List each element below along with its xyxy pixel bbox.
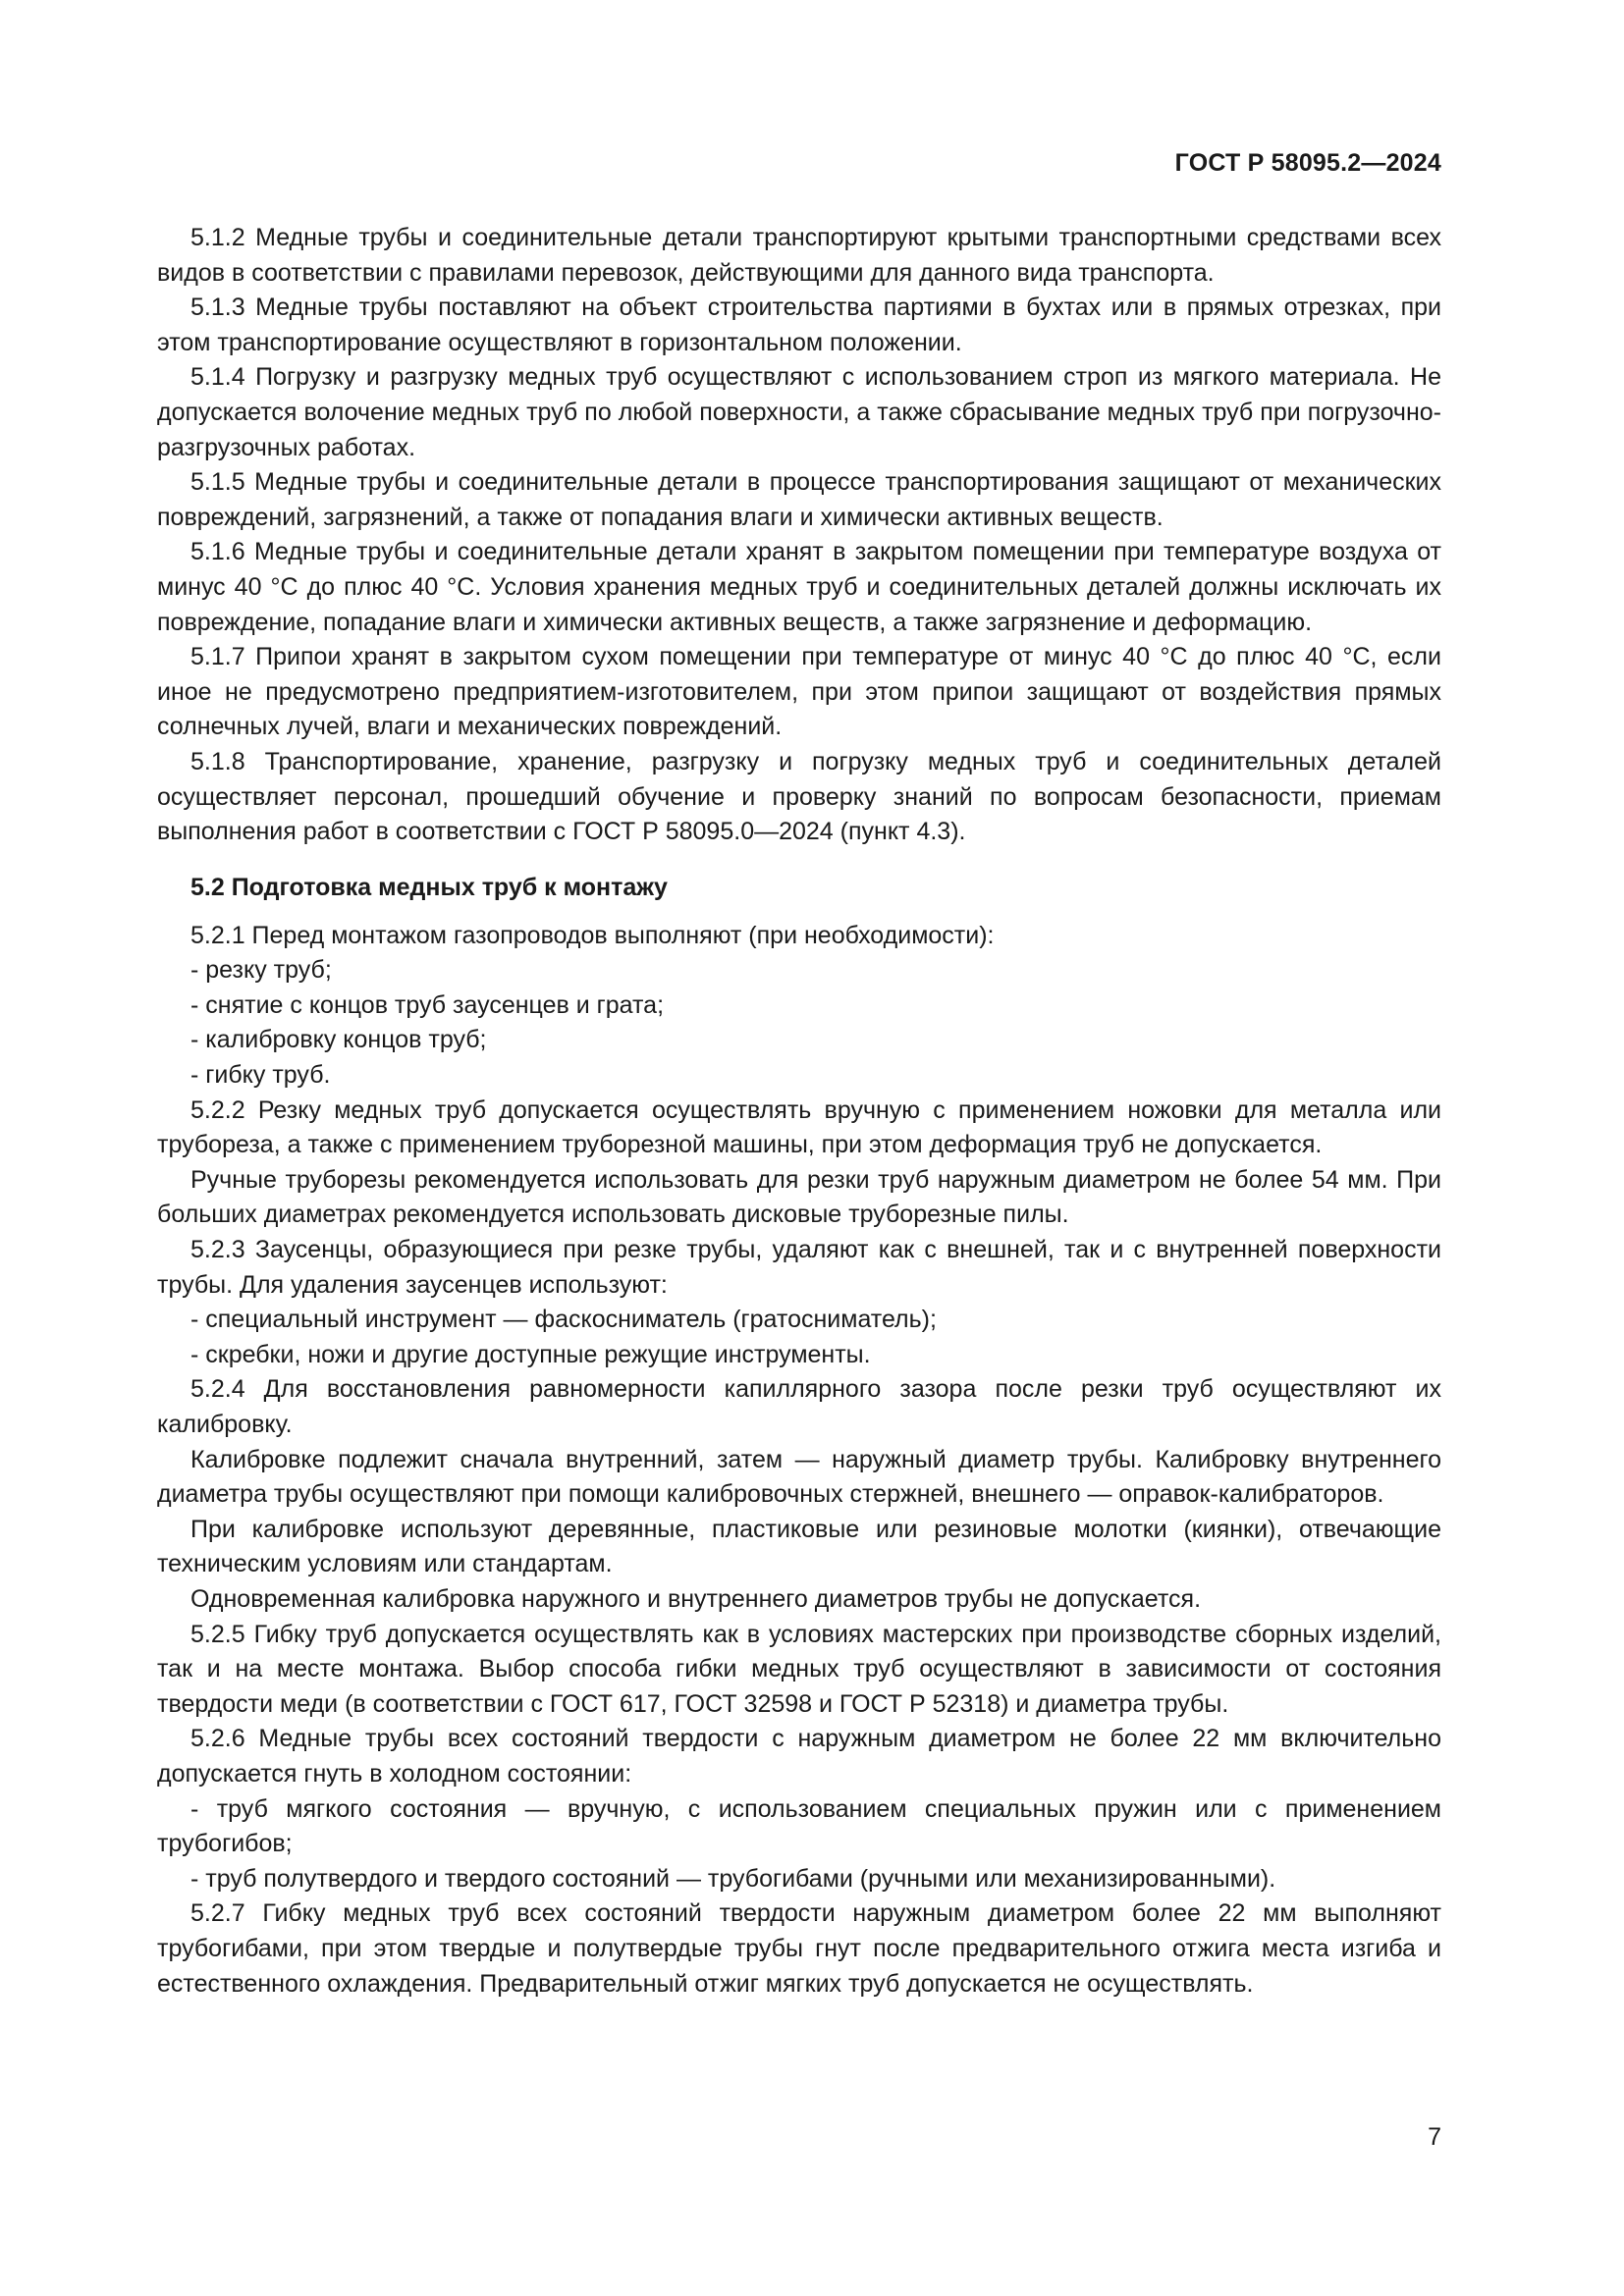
paragraph: Ручные труборезы рекомендуется использовать для резки труб наружным диаметром не более 54 мм. При больших диаметрах рекомендуется использовать дисковые труборезные пилы. (157, 1165, 1441, 1229)
paragraph: - гибку труб. (190, 1061, 331, 1090)
paragraph: 5.2.2 Резку медных труб допускается осуществлять вручную с применением ножовки для металла или трубореза, а также с применением труборезной машины, при этом деформация труб не допускается. (157, 1095, 1441, 1159)
paragraph: - снятие с концов труб заусенцев и грата; (190, 990, 665, 1019)
page-number: 7 (1428, 2123, 1441, 2151)
paragraph: 5.1.5 Медные трубы и соединительные детали в процессе транспортирования защищают от механических повреждений, загрязнений, а также от попадания влаги и химически активных веществ. (157, 468, 1441, 531)
paragraph: - труб мягкого состояния — вручную, с использованием специальных пружин или с применением трубогибов; (157, 1794, 1441, 1858)
paragraph: 5.2.5 Гибку труб допускается осуществлять как в условиях мастерских при производстве сборных изделий, так и на месте монтажа. Выбор способа гибки медных труб осуществляют в зависимости от состояния твердости меди (в соответствии с ГОСТ 617, ГОСТ 32598 и ГОСТ Р 52318) и диаметра трубы. (157, 1620, 1441, 1718)
paragraph: - калибровку концов труб; (190, 1026, 487, 1054)
section-heading: 5.2 Подготовка медных труб к монтажу (190, 873, 668, 901)
paragraph: 5.1.7 Припои хранят в закрытом сухом помещении при температуре от минус 40 °С до плюс 40 °С, если иное не предусмотрено предприятием-изготовителем, при этом припои защищают от воздействия прямых солнечных лучей, влаги и механических повреждений. (157, 643, 1441, 741)
paragraph: 5.1.6 Медные трубы и соединительные детали хранят в закрытом помещении при температуре воздуха от минус 40 °С до плюс 40 °С. Условия хранения медных труб и соединительных деталей должны исключать их повреждение, попадание влаги и химически активных веществ, а также загрязнение и деформацию. (157, 538, 1441, 636)
paragraph: Калибровке подлежит сначала внутренний, затем — наружный диаметр трубы. Калибровку внутреннего диаметра трубы осуществляют при помощи калибровочных стержней, внешнего — оправок-калибраторов. (157, 1445, 1441, 1509)
paragraph: 5.1.8 Транспортирование, хранение, разгрузку и погрузку медных труб и соединительных деталей осуществляет персонал, прошедший обучение и проверку знаний по вопросам безопасности, приемам выполнения работ в соответствии с ГОСТ Р 58095.0—2024 (пункт 4.3). (157, 747, 1441, 846)
paragraph: 5.1.2 Медные трубы и соединительные детали транспортируют крытыми транспортными средствами всех видов в соответствии с правилами перевозок, действующими для данного вида транспорта. (157, 224, 1441, 287)
paragraph: - труб полутвердого и твердого состояний — трубогибами (ручными или механизированными). (190, 1864, 1276, 1893)
paragraph: - резку труб; (190, 956, 332, 985)
document-body (157, 221, 1441, 2002)
paragraph: При калибровке используют деревянные, пластиковые или резиновые молотки (киянки), отвечающие техническим условиям или стандартам. (157, 1515, 1441, 1578)
paragraph: 5.2.3 Заусенцы, образующиеся при резке трубы, удаляют как с внешней, так и с внутренней поверхности трубы. Для удаления заусенцев используют: (157, 1236, 1441, 1299)
paragraph: 5.1.3 Медные трубы поставляют на объект строительства партиями в бухтах или в прямых отрезках, при этом транспортирование осуществляют в горизонтальном положении. (157, 294, 1441, 356)
paragraph: 5.2.1 Перед монтажом газопроводов выполняют (при необходимости): (190, 921, 995, 949)
paragraph: - специальный инструмент — фаскосниматель (гратосниматель); (190, 1306, 937, 1334)
paragraph: 5.2.6 Медные трубы всех состояний твердости с наружным диаметром не более 22 мм включительно допускается гнуть в холодном состоянии: (157, 1725, 1441, 1788)
paragraph: - скребки, ножи и другие доступные режущие инструменты. (190, 1340, 871, 1368)
paragraph: Одновременная калибровка наружного и внутреннего диаметров трубы не допускается. (190, 1584, 1202, 1613)
document-header-id: ГОСТ Р 58095.2—2024 (1174, 149, 1441, 177)
paragraph: 5.1.4 Погрузку и разгрузку медных труб осуществляют с использованием строп из мягкого материала. Не допускается волочение медных труб по любой поверхности, а также сбрасывание медных труб при погрузочно-разгрузочных работах. (157, 363, 1441, 461)
paragraph: 5.2.4 Для восстановления равномерности капиллярного зазора после резки труб осуществляют их калибровку. (157, 1375, 1441, 1438)
paragraph: 5.2.7 Гибку медных труб всех состояний твердости наружным диаметром более 22 мм выполняют трубогибами, при этом твердые и полутвердые трубы гнут после предварительного отжига места изгиба и естественного охлаждения. Предварительный отжиг мягких труб допускается не осуществлять. (157, 1899, 1441, 1998)
